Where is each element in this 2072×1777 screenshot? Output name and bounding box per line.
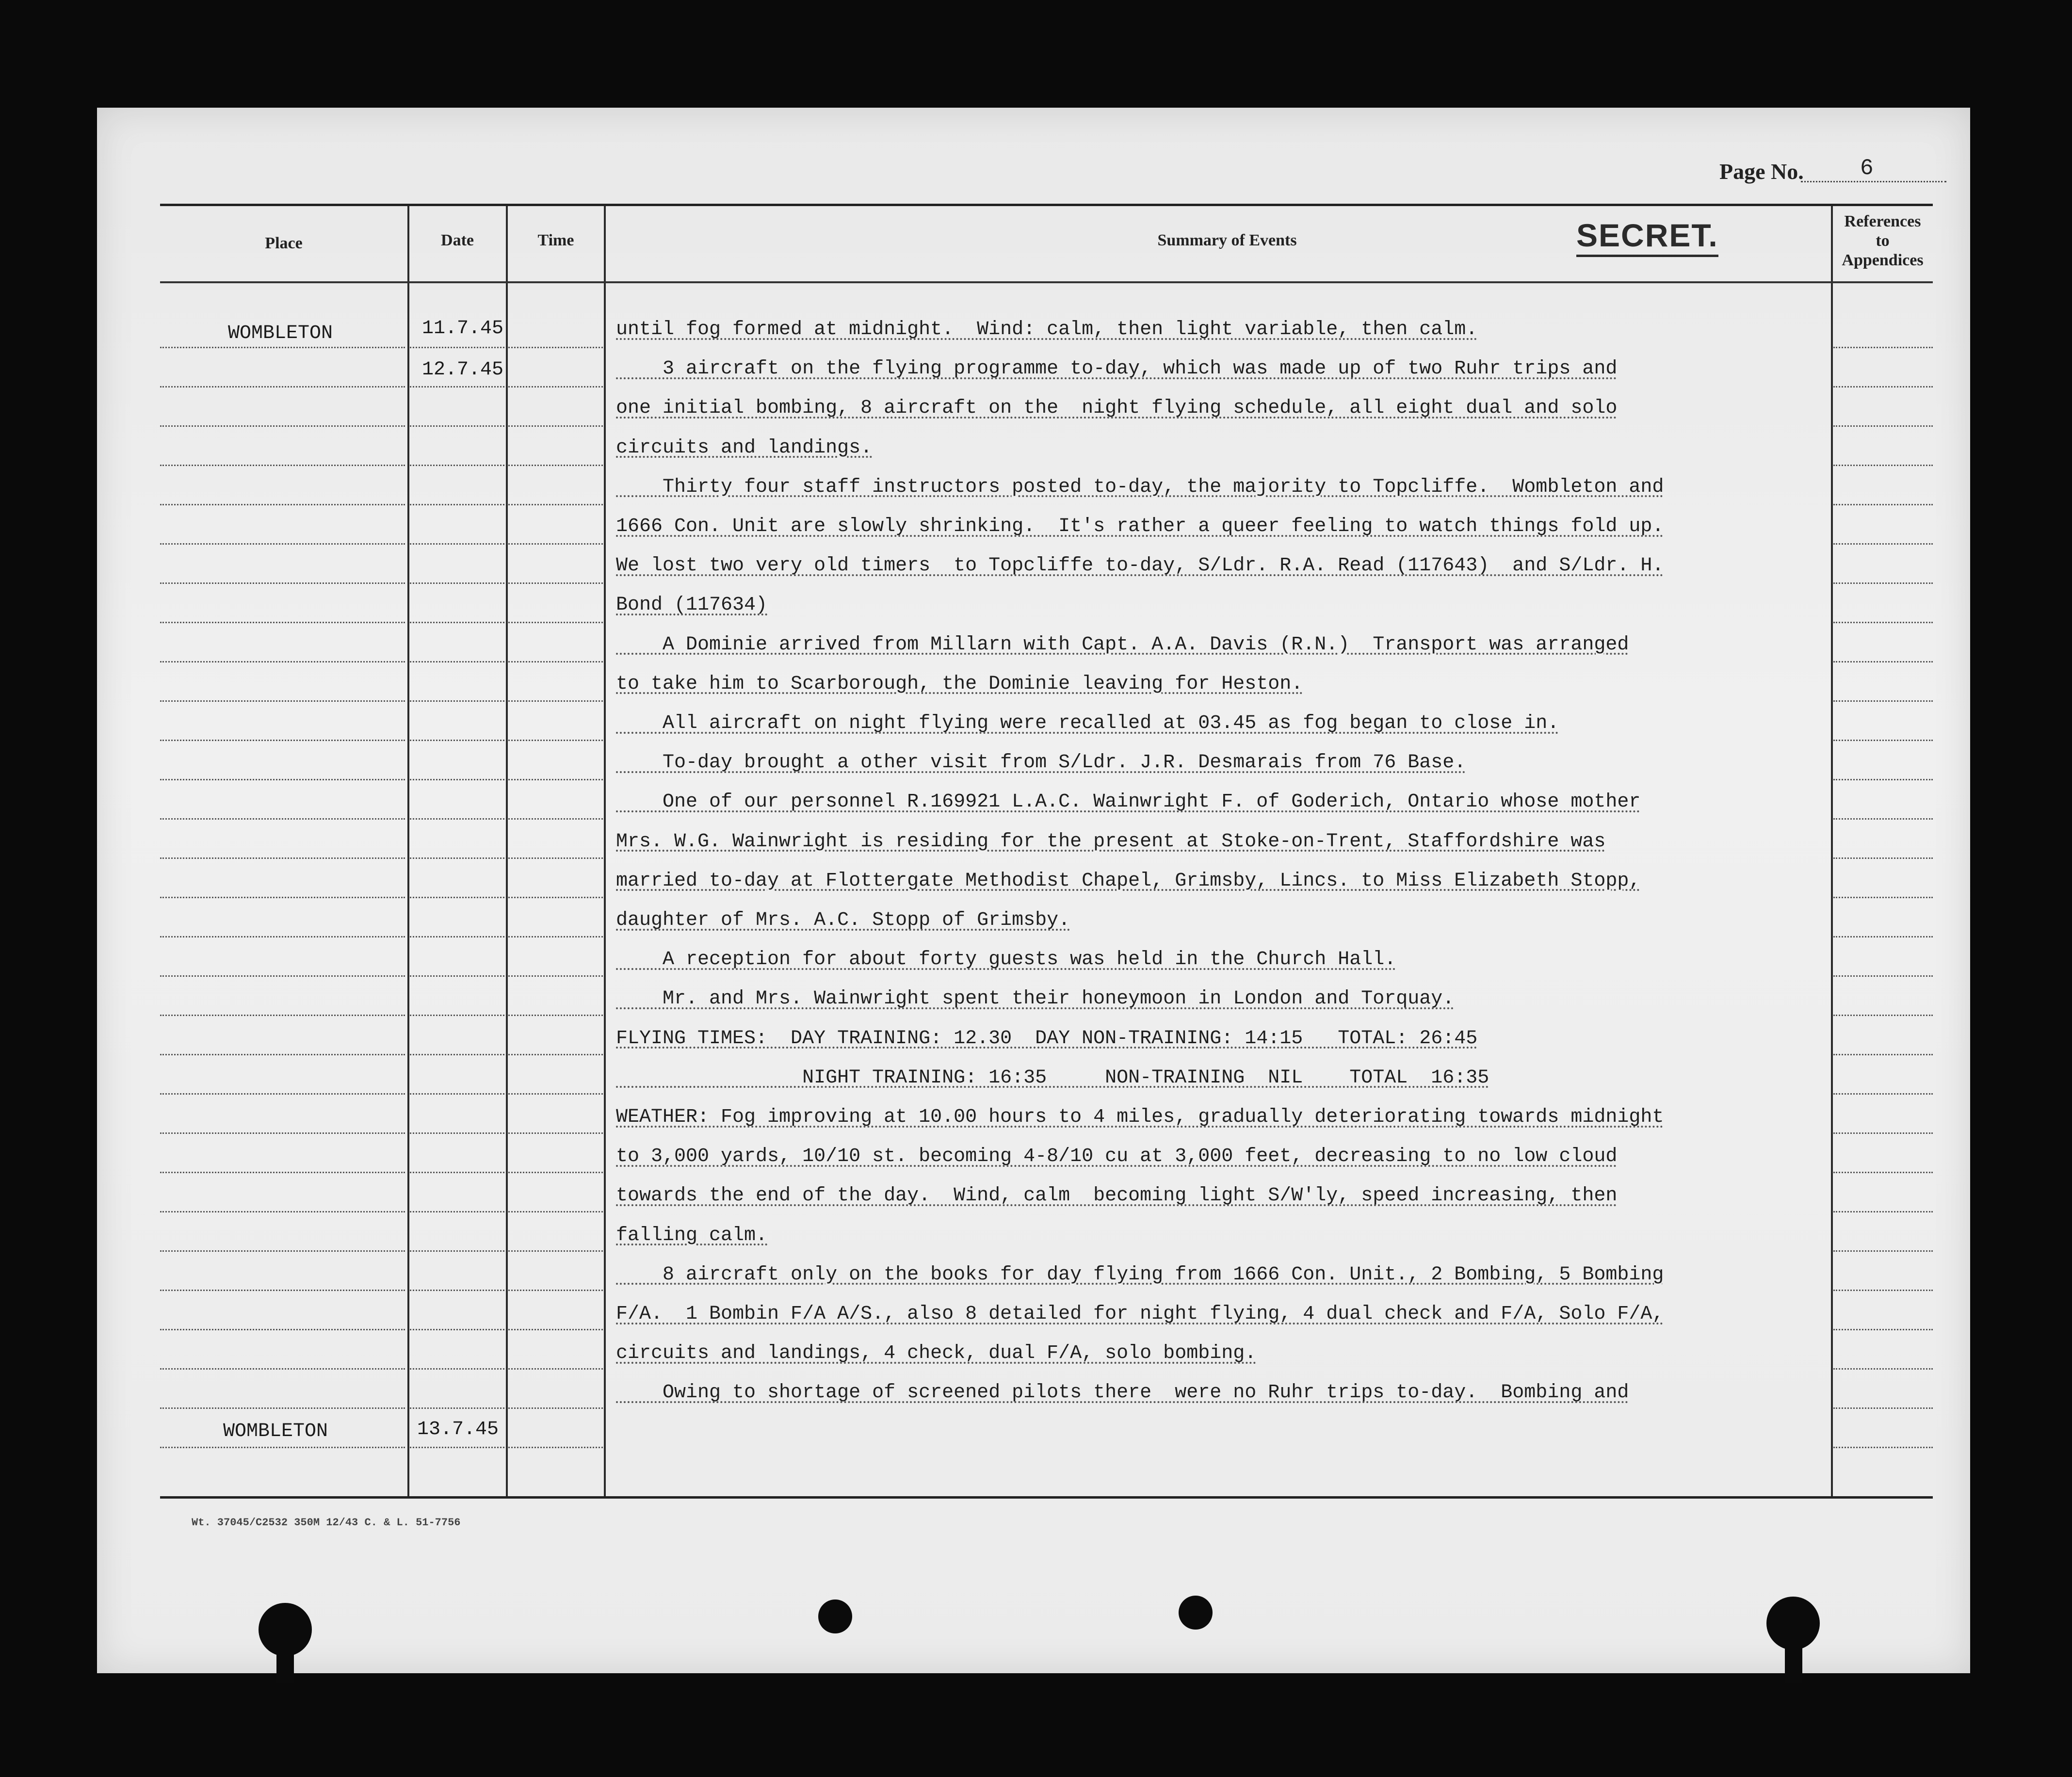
event-line: A Dominie arrived from Millarn with Capt. A.A. Davis (R.N.) Transport was arranged: [616, 633, 1629, 656]
header-time: Time: [537, 231, 574, 249]
event-line: married to-day at Flottergate Methodist Chapel, Grimsby, Lincs. to Miss Elizabeth Stopp,: [616, 870, 1641, 892]
ruled-line: [1833, 1211, 1933, 1212]
ruled-line: [508, 543, 603, 545]
ruled-line: [1833, 504, 1933, 505]
event-line: one initial bombing, 8 aircraft on the night flying schedule, all eight dual and solo: [616, 397, 1618, 420]
ruled-line: [410, 857, 504, 859]
ruled-line: [508, 700, 603, 702]
ruled-line: [160, 1250, 405, 1252]
ruled-line: [410, 425, 504, 427]
ruled-line: [160, 465, 405, 466]
ruled-line: [508, 779, 603, 780]
page-number-rule: [1801, 181, 1946, 182]
ruled-line: [508, 740, 603, 741]
ruled-line: [160, 818, 405, 820]
ruled-line: [508, 1054, 603, 1055]
date-cell: 13.7.45: [417, 1419, 499, 1440]
ruled-line: [160, 543, 405, 545]
ruled-line: [508, 975, 603, 977]
ruled-line: [410, 1368, 504, 1370]
ruled-line: [410, 622, 504, 623]
ruled-line: [1833, 1329, 1933, 1330]
ruled-line: [508, 1172, 603, 1173]
event-line: F/A. 1 Bombin F/A A/S., also 8 detailed for night flying, 4 dual check and F/A, Solo F/A,: [616, 1303, 1664, 1325]
punch-hole: [1179, 1596, 1213, 1630]
ruled-line: [508, 1329, 603, 1330]
ruled-line: [160, 1132, 405, 1134]
ruled-line: [508, 1211, 603, 1212]
header-references-line: Appendices: [1842, 251, 1924, 269]
ruled-line: [160, 504, 405, 505]
event-line: towards the end of the day. Wind, calm becoming light S/W'ly, speed increasing, then: [616, 1185, 1618, 1207]
ruled-line: [508, 1290, 603, 1291]
ruled-line: [160, 779, 405, 780]
ruled-line: [508, 936, 603, 937]
ruled-line: [1833, 936, 1933, 937]
ruled-line: [508, 661, 603, 662]
event-line: Thirty four staff instructors posted to-day, the majority to Topcliffe. Wombleton and: [616, 476, 1664, 498]
ruled-line: [1833, 622, 1933, 623]
ruled-line: [1833, 1093, 1933, 1095]
ruled-line: [1833, 1132, 1933, 1134]
header-place: Place: [265, 234, 303, 252]
ruled-line: [410, 975, 504, 977]
ruled-line: [508, 465, 603, 466]
ruled-line: [160, 1368, 405, 1370]
ruled-line: [160, 897, 405, 898]
event-line: Owing to shortage of screened pilots there were no Ruhr trips to-day. Bombing and: [616, 1382, 1629, 1404]
ruled-line: [160, 425, 405, 427]
date-cell: 12.7.45: [422, 359, 504, 381]
place-cell: WOMBLETON: [228, 323, 333, 344]
ruled-line: [410, 740, 504, 741]
event-line: Mr. and Mrs. Wainwright spent their honeymoon in London and Torquay.: [616, 988, 1455, 1010]
ruled-line: [160, 740, 405, 741]
event-line: Bond (117634): [616, 594, 768, 616]
punch-hole: [818, 1599, 852, 1633]
punch-hole-slot: [1785, 1639, 1802, 1683]
ruled-line: [160, 1093, 405, 1095]
ruled-line: [160, 582, 405, 584]
header-summary: Summary of Events: [1157, 231, 1297, 249]
page-number: [1719, 156, 1962, 188]
summary-of-events: [616, 206, 1829, 1496]
ruled-line: [160, 386, 405, 388]
ruled-line: [410, 1015, 504, 1016]
ruled-line: [410, 465, 504, 466]
ruled-line: [410, 1172, 504, 1173]
date-cell: 11.7.45: [422, 318, 504, 339]
ruled-line: [410, 818, 504, 820]
event-line: 3 aircraft on the flying programme to-day, which was made up of two Ruhr trips and: [616, 358, 1618, 380]
ruled-line: [160, 1447, 405, 1448]
event-line: Mrs. W.G. Wainwright is residing for the present at Stoke-on-Trent, Staffordshire was: [616, 830, 1606, 853]
ruled-line: [508, 386, 603, 388]
ruled-line: [1833, 543, 1933, 545]
place-cell: WOMBLETON: [223, 1421, 328, 1442]
column-divider: [1831, 206, 1833, 1496]
ruled-line: [508, 1407, 603, 1409]
ruled-line: [410, 897, 504, 898]
ruled-line: [508, 622, 603, 623]
ruled-line: [410, 1407, 504, 1409]
header-date: Date: [441, 231, 474, 249]
page-number-value: 6: [1860, 156, 1874, 181]
ruled-line: [410, 1447, 504, 1448]
ruled-line: [160, 1211, 405, 1212]
ruled-line: [1833, 779, 1933, 780]
ruled-line: [410, 347, 504, 348]
ruled-line: [410, 700, 504, 702]
page-number-label: Page No.: [1719, 159, 1804, 184]
ruled-line: [508, 1250, 603, 1252]
ruled-line: [160, 1054, 405, 1055]
punch-hole-slot: [276, 1644, 294, 1683]
event-line: FLYING TIMES: DAY TRAINING: 12.30 DAY NON-TRAINING: 14:15 TOTAL: 26:45: [616, 1027, 1478, 1050]
event-line: WEATHER: Fog improving at 10.00 hours to 4 miles, gradually deteriorating towards midnight: [616, 1106, 1664, 1128]
ruled-line: [410, 1290, 504, 1291]
ruled-line: [160, 936, 405, 937]
ruled-line: [410, 661, 504, 662]
ruled-line: [508, 857, 603, 859]
ruled-line: [1833, 1172, 1933, 1173]
ruled-line: [1833, 1447, 1933, 1448]
ruled-line: [1833, 661, 1933, 662]
event-line: One of our personnel R.169921 L.A.C. Wainwright F. of Goderich, Ontario whose mother: [616, 791, 1641, 813]
ruled-line: [1833, 386, 1933, 388]
event-line: circuits and landings, 4 check, dual F/A, solo bombing.: [616, 1342, 1257, 1365]
ruled-line: [160, 857, 405, 859]
war-diary-page: [97, 108, 1970, 1673]
event-line: 1666 Con. Unit are slowly shrinking. It's rather a queer feeling to watch things fold up.: [616, 516, 1664, 537]
form-footer: Wt. 37045/C2532 350M 12/43 C. & L. 51-7756: [192, 1517, 461, 1529]
column-divider: [407, 206, 409, 1496]
ruled-line: [1833, 897, 1933, 898]
ruled-line: [410, 504, 504, 505]
event-line: A reception for about forty guests was held in the Church Hall.: [616, 949, 1396, 971]
ruled-line: [1833, 1015, 1933, 1016]
ruled-line: [410, 386, 504, 388]
column-divider: [604, 206, 606, 1496]
ruled-line: [160, 661, 405, 662]
ruled-line: [508, 1093, 603, 1095]
ruled-line: [160, 347, 405, 348]
ruled-line: [410, 936, 504, 937]
ruled-line: [508, 347, 603, 348]
ruled-line: [410, 1054, 504, 1055]
ruled-line: [160, 622, 405, 623]
ruled-line: [1833, 740, 1933, 741]
ruled-line: [508, 1015, 603, 1016]
header-references-line: to: [1876, 232, 1890, 250]
ruled-line: [410, 779, 504, 780]
ruled-line: [410, 1329, 504, 1330]
ruled-line: [160, 700, 405, 702]
ruled-line: [410, 1132, 504, 1134]
ruled-line: [1833, 1368, 1933, 1370]
ruled-line: [508, 425, 603, 427]
event-line: daughter of Mrs. A.C. Stopp of Grimsby.: [616, 909, 1070, 931]
ruled-line: [1833, 857, 1933, 859]
ruled-line: [410, 1093, 504, 1095]
ruled-line: [508, 1368, 603, 1370]
ruled-line: [160, 1015, 405, 1016]
event-line: until fog formed at midnight. Wind: calm, then light variable, then calm.: [616, 319, 1478, 340]
ruled-line: [1833, 700, 1933, 702]
event-line: NIGHT TRAINING: 16:35 NON-TRAINING NIL TOTAL 16:35: [616, 1066, 1489, 1089]
ruled-line: [508, 1132, 603, 1134]
secret-stamp: SECRET.: [1576, 216, 1718, 257]
event-line: All aircraft on night flying were recalled at 03.45 as fog began to close in.: [616, 712, 1559, 734]
header-references: [1832, 212, 1933, 270]
event-line: To-day brought a other visit from S/Ldr. J.R. Desmarais from 76 Base.: [616, 752, 1466, 774]
ruled-line: [1833, 347, 1933, 348]
event-line: We lost two very old timers to Topcliffe to-day, S/Ldr. R.A. Read (117643) and S/Ldr. H.: [616, 555, 1664, 577]
column-divider: [506, 206, 508, 1496]
ruled-line: [1833, 465, 1933, 466]
ruled-line: [160, 1407, 405, 1409]
event-line: to 3,000 yards, 10/10 st. becoming 4-8/10 cu at 3,000 feet, decreasing to no low cloud: [616, 1146, 1618, 1168]
event-line: falling calm.: [616, 1224, 768, 1246]
ruled-line: [1833, 1407, 1933, 1409]
ruled-line: [410, 1211, 504, 1212]
ruled-line: [1833, 818, 1933, 820]
ruled-line: [160, 1290, 405, 1291]
ruled-line: [508, 897, 603, 898]
ruled-line: [508, 818, 603, 820]
ruled-line: [1833, 975, 1933, 977]
ruled-line: [1833, 1290, 1933, 1291]
event-line: circuits and landings.: [616, 436, 873, 459]
ruled-line: [1833, 582, 1933, 584]
header-references-line: References: [1844, 212, 1921, 230]
ruled-line: [1833, 1250, 1933, 1252]
diary-table: [160, 204, 1933, 1499]
event-line: to take him to Scarborough, the Dominie leaving for Heston.: [616, 673, 1303, 695]
ruled-line: [410, 543, 504, 545]
ruled-line: [1833, 1054, 1933, 1055]
ruled-line: [410, 1250, 504, 1252]
ruled-line: [508, 504, 603, 505]
ruled-line: [508, 582, 603, 584]
event-line: 8 aircraft only on the books for day flying from 1666 Con. Unit., 2 Bombing, 5 Bombing: [616, 1263, 1664, 1286]
ruled-line: [160, 1329, 405, 1330]
ruled-line: [410, 582, 504, 584]
ruled-line: [1833, 425, 1933, 427]
ruled-line: [160, 975, 405, 977]
ruled-line: [508, 1447, 603, 1448]
ruled-line: [160, 1172, 405, 1173]
